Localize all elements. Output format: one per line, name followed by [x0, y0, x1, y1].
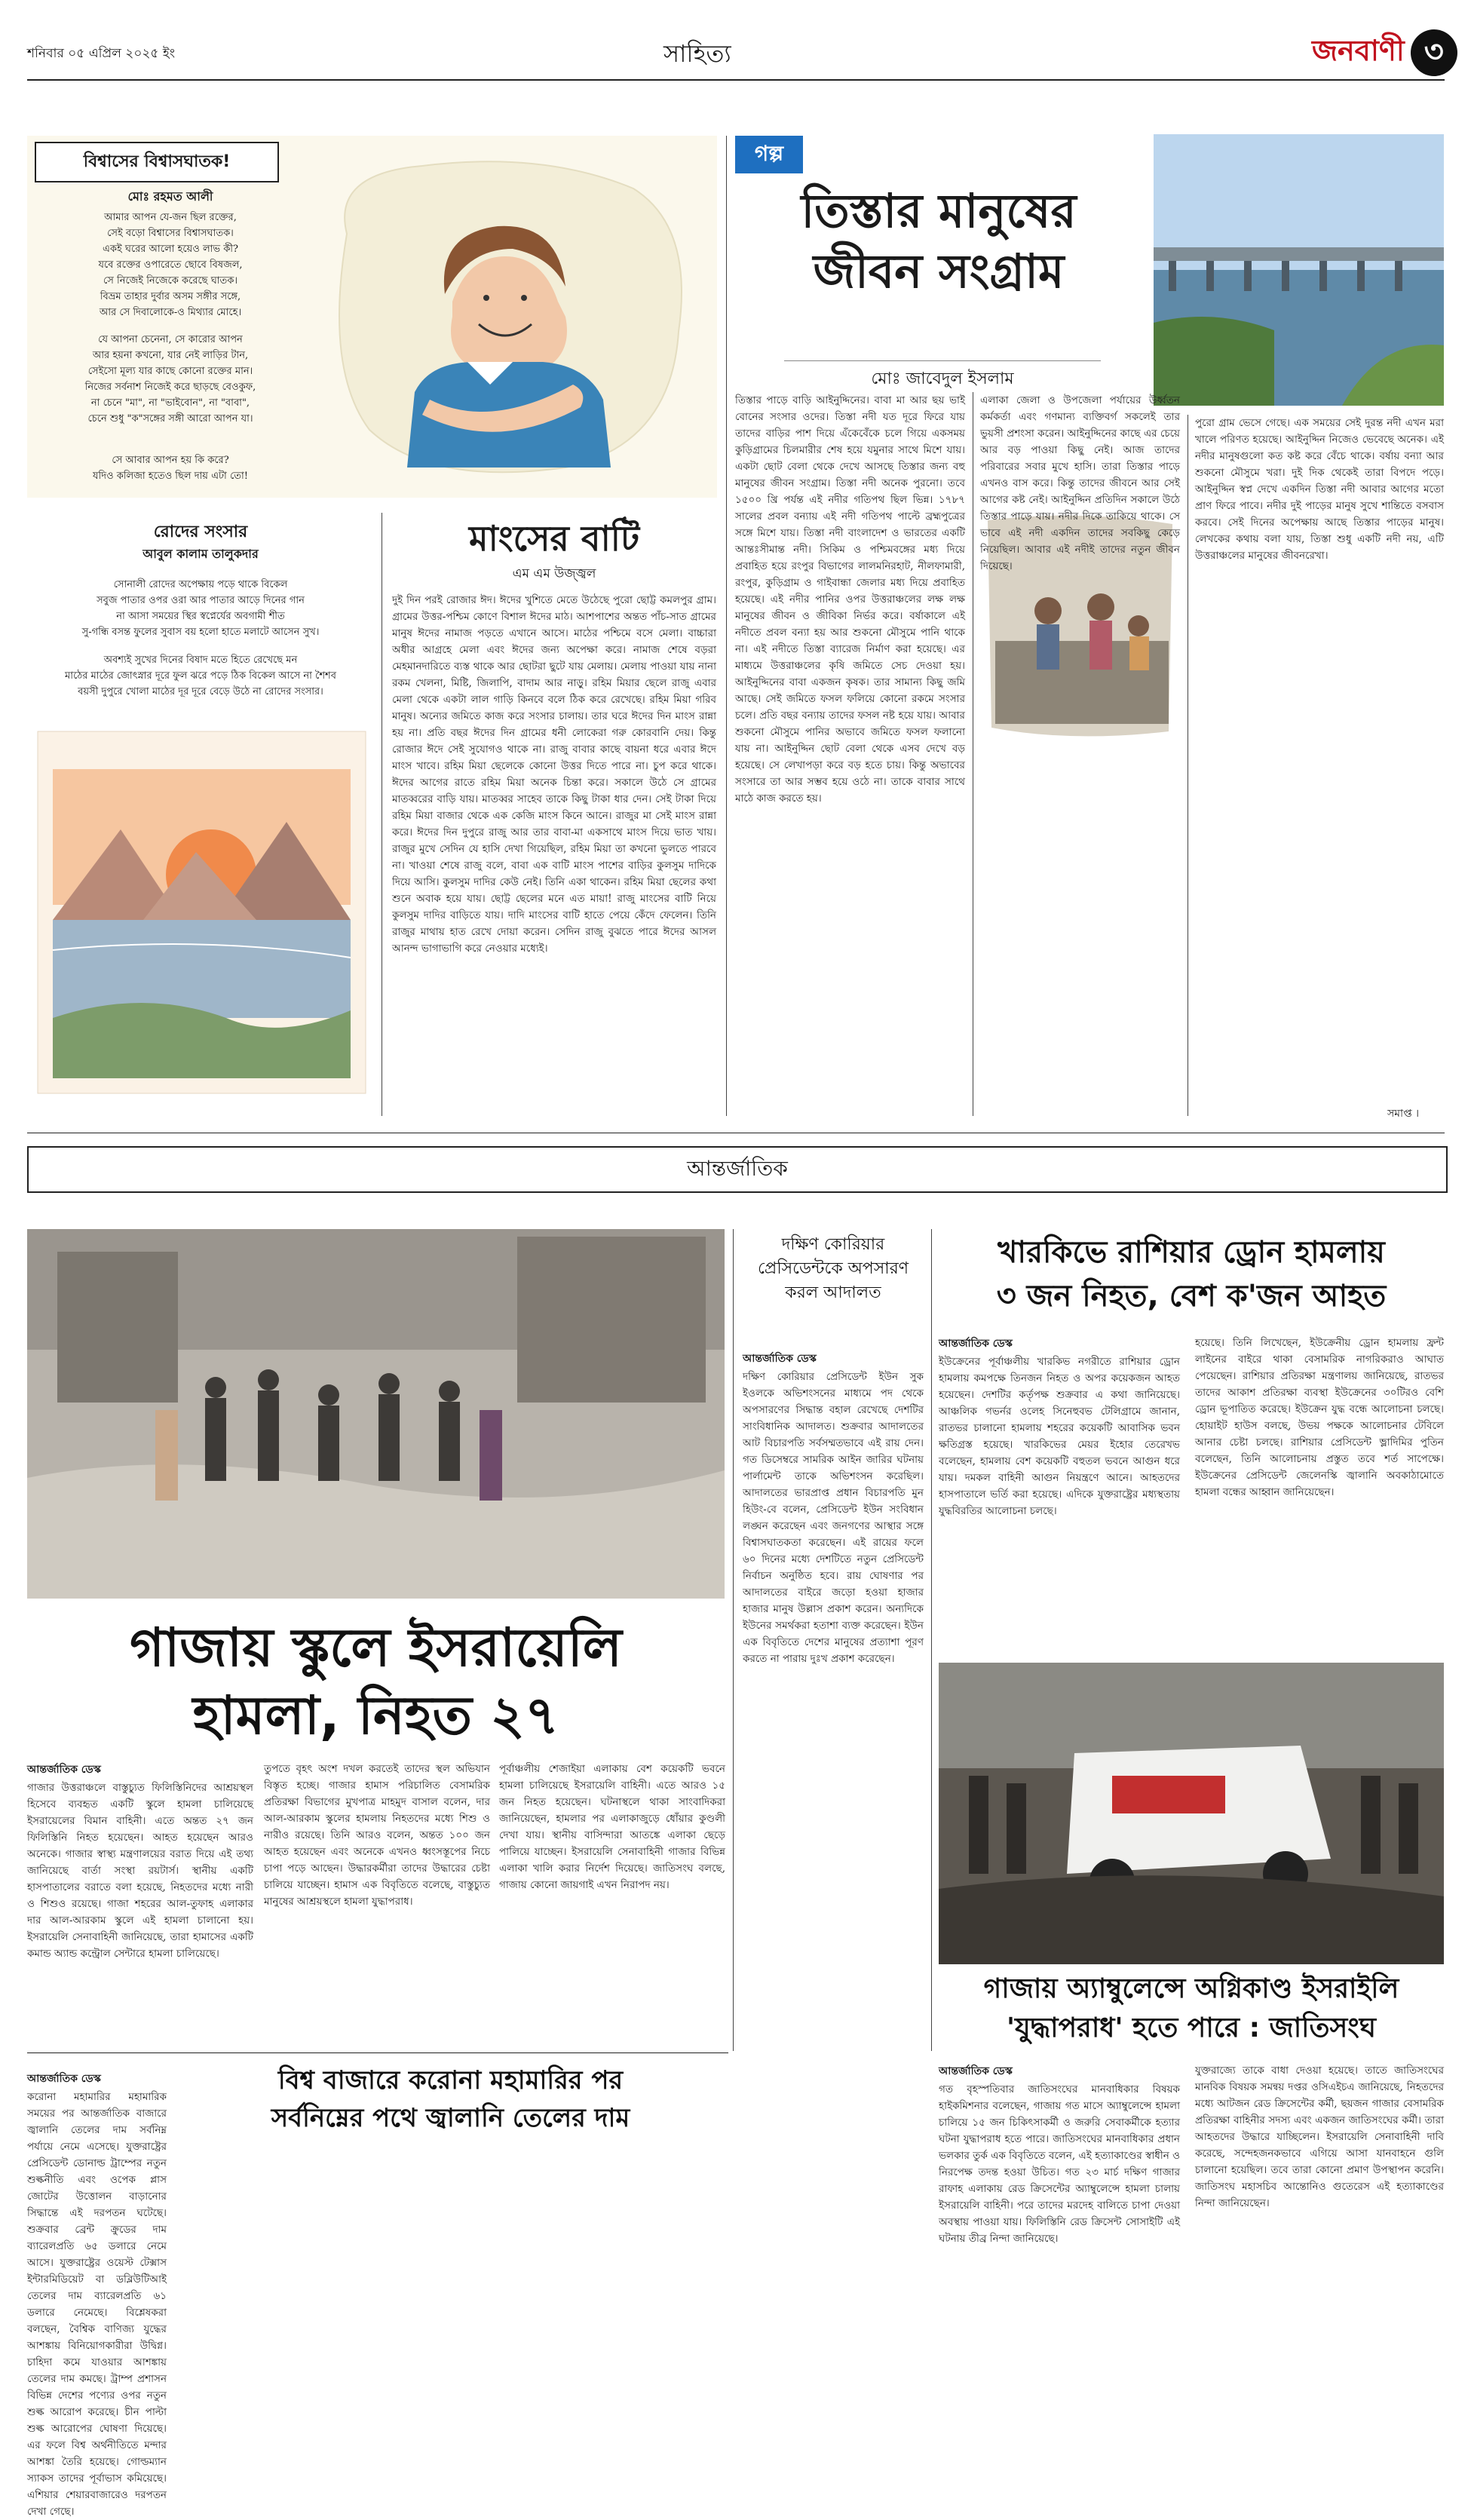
- kharkiv-desk: আন্তর্জাতিক ডেস্ক: [939, 1338, 1013, 1350]
- gaza-text-col1: গাজার উত্তরাঞ্চলে বাস্তুচ্যুত ফিলিস্তিনিদের আশ্রয়স্থল হিসেবে ব্যবহৃত একটি স্কুলে হামলা চালিয়েছে ইসরায়েলের বিমান বাহিনী। এতে অন্তত ২৭ জন ফিলিস্তিনি নিহত হয়েছেন। আহত হয়েছেন আরও অনেকে। গাজার স্বাস্থ্য মন্ত্রণালয়ের বরাত দিয়ে এই তথ্য জানিয়েছে বার্তা সংস্থা রয়টার্স। স্থানীয় একটি হাসপাতালের বরাতে বলা হয়েছে, নিহতদের মধ্যে নারী ও শিশুও রয়েছে। গাজা শহরের আল-তুফাহ এলাকার দার আল-আরকাম স্কুলে এই হামলা চালানো হয়। ইসরায়েলি সেনাবাহিনী জানিয়েছে, তারা হামাসের একটি কমান্ড অ্যান্ড কন্ট্রোল সেন্টারে হামলা চালিয়েছে।: [27, 1782, 253, 1960]
- gaza-desk: আন্তর্জাতিক ডেস্ক: [27, 1764, 101, 1776]
- poem1-illustration: [317, 143, 701, 490]
- page-number-badge: [1411, 29, 1457, 76]
- header-date: শনিবার ০৫ এপ্রিল ২০২৫ ইং: [27, 46, 176, 61]
- divider-kharkiv: [931, 1229, 932, 2051]
- poem1-stanza3: সে আবার আপন হয় কি করে? যদিও কলিজা হতেও ছিল দায় এটা তো!: [93, 455, 248, 482]
- story-main-col3: পুরো গ্রাম ভেসে গেছে। এক সময়ের সেই দুরন্ত নদী এখন মরা খালে পরিণত হয়েছে। আইনুদ্দিন নিজেও ভেবেছে অনেক। এই নদীর মানুষগুলো কত কষ্ট করে বেঁচে থাকে। বর্ষায় বন্যা আর শুকনো মৌসুমে খরা। দুই দিক থেকেই তারা বিপদে পড়ে। আইনুদ্দিন স্বপ্ন দেখে একদিন তিস্তা নদী আবার আগের মতো প্রাণ ফিরে পাবে। নদীর দুই পাড়ের মানুষ সুখে শান্তিতে বসবাস করবে। সেই দিনের অপেক্ষায় আছে তিস্তার পাড়ের মানুষ। লেখকের কথায় বলা যায়, তিস্তা শুধু একটি নদী নয়, এটি উত্তরাঞ্চলের মানুষের জীবনরেখা।: [1195, 417, 1444, 562]
- kharkiv-headline-line2: ৩ জন নিহত, বেশ ক'জন আহত: [996, 1279, 1387, 1314]
- gaza-text-col3: পূর্বাঞ্চলীয় শেজাইয়া এলাকায় বেশ কয়েকটি ভবনে হামলা চালিয়েছে ইসরায়েলি বাহিনী। এতে আরও ১৫ জন নিহত হয়েছেন। ঘটনাস্থলে থাকা সাংবাদিকরা জানিয়েছেন, হামলার পর এলাকাজুড়ে ধোঁয়ার কুণ্ডলী দেখা যায়। স্থানীয় বাসিন্দারা আতঙ্কে এলাকা ছেড়ে পালিয়ে যাচ্ছেন। ইসরায়েলি সেনাবাহিনী গাজার বিভিন্ন এলাকা খালি করার নির্দেশ দিয়েছে। জাতিসংঘ বলছে, গাজায় কোনো জায়গাই এখন নিরাপদ নয়।: [499, 1763, 725, 1891]
- poem2-stanza2: অবশ্যই সুখের দিনের বিষাদ মতে হিতে রেখেছে মন মাঠের মাঠের জোৎস্নার দূরে ফুল ঝরে পড়ে ঠিক বিকেল আসে না শৈশব বয়সী দুপুরে খোলা মাঠের দূর দূরে বেড়ে উঠে না রোদের সংসার।: [65, 655, 336, 697]
- ambulance-desk: আন্তর্জাতিক ডেস্ক: [939, 2065, 1013, 2077]
- kharkiv-headline-line1: খারকিভে রাশিয়ার ড্রোন হামলায়: [998, 1235, 1385, 1270]
- poem1-stanza1: আমার আপন যে-জন ছিল রক্তের, সেই বড়ো বিশ্বাসের বিশ্বাসঘাতক। একই ঘরের আলো হয়েও লাভ কী? যবে রক্তের ওপারেতে ছোবে বিষজল, সে নিজেই নিজেকে করেছে ঘাতক। বিভ্রম তাহার দুর্বার অসম সঙ্গীর সঙ্গে, আর সে দিবালোকে-ও মিথ্যার মোহে।: [98, 212, 243, 318]
- ambulance-headline-line2: 'যুদ্ধাপরাধ' হতে পারে : জাতিসংঘ: [1006, 2013, 1376, 2043]
- gaza-headline-line2: হামলা, নিহত ২৭: [192, 1685, 559, 1746]
- gaza-ambulance-photo: [939, 1663, 1444, 1964]
- story-main-col1: তিস্তার পাড়ে বাড়ি আইনুদ্দিনের। বাবা মা আর ছয় ভাই বোনের সংসার ওদের। তিস্তা নদী যত দূরে ফিরে যায় তাদের বাড়ির পাশ দিয়ে এঁকেবেঁকে চলে গিয়ে একসময় কুড়িগ্রামের চিলমারীর শেষ হয়ে যমুনার সাথে মিশে যায়। একটা ছোট বেলা থেকে দেখে আসছে তিস্তার জন্য বহু মানুষের জীবন সংগ্রাম। তিস্তা নদী অনেক পুরনো। তবে ১৫০০ খ্রি পর্যন্ত এই নদীর গতিপথ ছিল ভিন্ন। ১৭৮৭ সালের প্রবল বন্যায় এই নদী গতিপথ পাল্টে ব্রহ্মপুত্রের সঙ্গে মিশে যায়। তিস্তা নদী বাংলাদেশ ও ভারতের একটি আন্তঃসীমান্ত নদী। সিকিম ও পশ্চিমবঙ্গের মধ্য দিয়ে প্রবাহিত হয়ে রংপুর বিভাগের লালমনিরহাট, নীলফামারী, রংপুর, কুড়িগ্রাম ও গাইবান্ধা জেলার মধ্য দিয়ে প্রবাহিত হয়েছে। এই নদীর পানির ওপর উত্তরাঞ্চলের লক্ষ লক্ষ মানুষের জীবন ও জীবিকা নির্ভর করে। বর্ষাকালে এই নদীতে প্রবল বন্যা হয় আর শুকনো মৌসুমে পানি থাকে না। এই নদীতে তিস্তা ব্যারেজ নির্মাণ করা হয়েছে। এর মাধ্যমে উত্তরাঞ্চলের কৃষি জমিতে সেচ দেওয়া হয়। আইনুদ্দিনের বাবা একজন কৃষক। তার সামান্য কিছু জমি আছে। সেই জমিতে ফসল ফলিয়ে কোনো রকমে সংসার চলে। প্রতি বছর বন্যায় তাদের ফসল নষ্ট হয়ে যায়। আবার শুকনো মৌসুমে পানির অভাবে জমিতে ফসল ফলানো যায় না। আইনুদ্দিন ছোট বেলা থেকে এসব দেখে বড় হয়েছে। সে লেখাপড়া করে বড় হতে চায়। কিন্তু অভাবের সংসারে তা আর সম্ভব হয়ে ওঠে না। তাকে বাবার সাথে মাঠে কাজ করতে হয়।: [735, 394, 965, 805]
- korea-headline: দক্ষিণ কোরিয়ার প্রেসিডেন্টকে অপসারণ করল আদালত: [757, 1235, 909, 1302]
- story-main-ending: সমাপ্ত ।: [1387, 1108, 1420, 1120]
- intl-banner-label: আন্তর্জাতিক: [687, 1155, 788, 1181]
- story-main-title-line2: জীবন সংগ্রাম: [813, 244, 1065, 299]
- brand-name: জনবাণী: [1312, 34, 1405, 67]
- ambulance-text-col2: যুক্তরাজ্যে তাকে বাধা দেওয়া হয়েছে। তাতে জাতিসংঘের মানবিক বিষয়ক সমন্বয় দপ্তর ওসিএইচএ জানিয়েছে, নিহতদের মধ্যে আটজন রেড ক্রিসেন্টের কর্মী, ছয়জন গাজার বেসামরিক প্রতিরক্ষা বাহিনীর সদস্য এবং একজন জাতিসংঘের কর্মী। তারা আহতদের উদ্ধারে যাচ্ছিলেন। ইসরায়েলি সেনাবাহিনী দাবি করেছে, সন্দেহজনকভাবে এগিয়ে আসা যানবাহনে গুলি চালানো হয়েছিল। তবে তারা কোনো প্রমাণ উপস্থাপন করেনি। জাতিসংঘ মহাসচিব আন্তোনিও গুতেরেস এই হত্যাকাণ্ডের নিন্দা জানিয়েছেন।: [1195, 2065, 1444, 2209]
- page-number: ৩: [1423, 34, 1444, 69]
- poem2-title: রোদের সংসার: [153, 523, 248, 541]
- poem1-author: মোঃ রহমত আলী: [127, 189, 213, 204]
- story-main-title-line1: তিস্তার মানুষের: [801, 183, 1077, 238]
- story-tag: [735, 136, 803, 173]
- poem1-title-box: [35, 142, 279, 182]
- oil-desk: আন্তর্জাতিক ডেস্ক: [27, 2073, 101, 2085]
- oil-headline-line2: সর্বনিম্নের পথে জ্বালানি তেলের দাম: [271, 2103, 630, 2133]
- sunset-landscape-illustration: [30, 724, 373, 1101]
- story2-title: মাংসের বাটি: [468, 518, 640, 559]
- story-main-author: মোঃ জাবেদুল ইসলাম: [784, 360, 1101, 394]
- story2-body: দুই দিন পরই রোজার ঈদ। ঈদের খুশিতে মেতে উঠেছে পুরো ছোট্ট কমলপুর গ্রাম। গ্রামের উত্তর-পশ্চিম কোণে বিশাল ঈদের মাঠ। আশপাশের অন্তত পাঁচ-সাত গ্রামের মানুষ ঈদের নামাজ পড়তে এখানে আসে। মাঠের পশ্চিমে বসে মেলা। বাচ্চারা অধীর আগ্রহে মেলা এবং ঈদের জন্য অপেক্ষা করে। নামাজ শেষে বড়রা মেহমানদারিতে ব্যস্ত থাকে আর ছোটরা ছুটে যায় মেলায়। মেলায় পাওয়া যায় নানা রকম খেলনা, মিষ্টি, জিলাপি, বাদাম আর নাড়ু। রহিম মিয়ার ছেলে রাজু এবার মেলা থেকে একটা লাল গাড়ি কিনবে বলে ঠিক করে রেখেছে। রহিম মিয়া গরিব মানুষ। অন্যের জমিতে কাজ করে সংসার চালায়। তার ঘরে ঈদের দিন মাংস রান্না হয় না। প্রতি বছর ঈদের দিন গ্রামের ধনী লোকেরা গরু কোরবানি দেয়। কিন্তু রোজার ঈদে সেই সুযোগও থাকে না। রাজু বাবার কাছে বায়না ধরে এবার ঈদে মাংস খাবে। রহিম মিয়া ছেলেকে কোনো উত্তর দিতে পারে না। চুপ করে থাকে। ঈদের আগের রাতে রহিম মিয়া অনেক চিন্তা করে। সকালে উঠে সে গ্রামের মাতব্বরের বাড়ি যায়। মাতব্বর সাহেব তাকে কিছু টাকা ধার দেন। সেই টাকা দিয়ে রহিম মিয়া বাজার থেকে এক কেজি মাংস কিনে আনে। রাজুর মা সেই মাংস রান্না করে। ঈদের দিন দুপুরে রাজু আর তার বাবা-মা একসাথে মাংস দিয়ে ভাত খায়। রাজুর মুখে সেদিন যে হাসি দেখা গিয়েছিল, রহিম মিয়া তা কখনো ভুলতে পারবে না। খাওয়া শেষে রাজু বলে, বাবা এক বাটি মাংস পাশের বাড়ির কুলসুম দাদিকে দিয়ে আসি। কুলসুম দাদির কেউ নেই। তিনি একা থাকেন। রহিম মিয়া ছেলের কথা শুনে অবাক হয়ে যায়। ছোট্ট ছেলের মনে এত মায়া! রাজু মাংসের বাটি নিয়ে কুলসুম দাদির বাড়িতে যায়। দাদি মাংসের বাটি হাতে পেয়ে কেঁদে ফেলেন। তিনি রাজুর মাথায় হাত রেখে দোয়া করেন। সেদিন রাজু বুঝতে পারে ঈদের আসল আনন্দ ভাগাভাগি করে নেওয়ার মধ্যেই।: [392, 594, 716, 955]
- oil-text-col2: [181, 2145, 724, 2360]
- header-section: সাহিত্য: [663, 39, 731, 68]
- gaza-school-photo: [27, 1229, 725, 1599]
- divider-main-left: [726, 136, 727, 1116]
- gaza-text-col2: তুপতে বৃহৎ অংশ দখল করতেই তাদের স্থল অভিযান বিস্তৃত হচ্ছে। গাজার হামাস পরিচালিত বেসামরিক প্রতিরক্ষা বিভাগের মুখপাত্র মাহমুদ বাসাল বলেন, দার আল-আরকাম স্কুলের হামলায় নিহতদের মধ্যে শিশু ও নারীও রয়েছে। তিনি আরও বলেন, অন্তত ১০০ জন আহত হয়েছেন এবং অনেকে এখনও ধ্বংসস্তূপের নিচে চাপা পড়ে আছেন। উদ্ধারকর্মীরা তাদের উদ্ধারের চেষ্টা চালিয়ে যাচ্ছেন। হামাস এক বিবৃতিতে বলেছে, বাস্তুচ্যুত মানুষের আশ্রয়স্থলে হামলা যুদ্ধাপরাধ।: [264, 1763, 490, 1908]
- poem1-stanza2: যে আপনা চেনেনা, সে কারোর আপন আর হয়না কখনো, যার নেই লাড়ির টান, সেইসো মূল্য যার কাছে কোনো রক্তের মান। নিজের সর্বনাশ নিজেই করে ছাড়ছে বেওকুফ, না চেনে "মা", না "ভাইবোন", না "বাবা", চেনে শুধু "ক"সঙ্গের সঙ্গী আরো আপন যা।: [84, 334, 256, 425]
- tista-river-photo: [1154, 134, 1444, 406]
- oil-headline-line1: বিশ্ব বাজারে করোনা মহামারির পর: [277, 2065, 624, 2095]
- kharkiv-text-col1: ইউক্রেনের পূর্বাঞ্চলীয় খারকিভ নগরীতে রাশিয়ার ড্রোন হামলায় কমপক্ষে তিনজন নিহত ও অপর কয়েকজন আহত হয়েছেন। দেশটির কর্তৃপক্ষ শুক্রবার এ কথা জানিয়েছে। আঞ্চলিক গভর্নর ওলেহ সিনেহুবভ টেলিগ্রামে জানান, রাতভর চালানো হামলায় শহরের কয়েকটি আবাসিক ভবন ক্ষতিগ্রস্ত হয়েছে। খারকিভের মেয়র ইহোর তেরেখভ বলেছেন, হামলায় বেশ কয়েকটি বহুতল ভবনে আগুন ধরে যায়। দমকল বাহিনী আগুন নিয়ন্ত্রণে আনে। আহতদের হাসপাতালে ভর্তি করা হয়েছে। এদিকে যুক্তরাষ্ট্রের মধ্যস্থতায় যুদ্ধবিরতির আলোচনা চলছে।: [939, 1356, 1180, 1517]
- oil-rule-top: [27, 2052, 728, 2053]
- poem2-author: আবুল কালাম তালুকদার: [143, 547, 259, 561]
- story-main-col2b: [980, 746, 1180, 1116]
- divider-korea: [733, 1229, 734, 2051]
- intl-banner-box: [27, 1146, 1448, 1193]
- kharkiv-text-col2: হয়েছে। তিনি লিখেছেন, ইউক্রেনীয় ড্রোন হামলায় ফ্রন্ট লাইনের বাইরে থাকা বেসামরিক নাগরিকরাও আঘাত পেয়েছেন। রাশিয়ার প্রতিরক্ষা মন্ত্রণালয় জানিয়েছে, রাতভর তাদের আকাশ প্রতিরক্ষা ব্যবস্থা ইউক্রেনের ৩০টিরও বেশি ড্রোন ভূপাতিত করেছে। ইউক্রেন যুদ্ধ বন্ধে আলোচনা চলছে। হোয়াইট হাউস বলছে, উভয় পক্ষকে আলোচনার টেবিলে আনার চেষ্টা চলছে। রাশিয়ার প্রেসিডেন্ট ভ্লাদিমির পুতিন বলেছেন, তিনি আলোচনায় প্রস্তুত তবে শর্ত সাপেক্ষে। ইউক্রেনের প্রেসিডেন্ট জেলেনস্কি জ্বালানি অবকাঠামোতে হামলা বন্ধের আহ্বান জানিয়েছেন।: [1195, 1337, 1444, 1498]
- story2-author: এম এম উজ্জ্বল: [512, 566, 596, 581]
- korea-desk: আন্তর্জাতিক ডেস্ক: [743, 1353, 817, 1365]
- poem1-title: বিশ্বাসের বিশ্বাসঘাতক!: [83, 152, 231, 171]
- story-tag-label: গল্প: [754, 140, 784, 166]
- story-main-col2: এলাকা জেলা ও উপজেলা পর্যায়ের উর্ধ্বতন কর্মকর্তা এবং গণমান্য ব্যক্তিবর্গ সকলেই তার ভুয়সী প্রশংসা করেন। আইনুদ্দিনের কাছে এর চেয়ে আর বড় পাওয়া কিছু নেই। আজ তাদের পরিবারের সবার মুখে হাসি। তারা তিস্তার পাড়ে এখনও বাস করে। কিন্তু তাদের জীবনে আর সেই আগের কষ্ট নেই। আইনুদ্দিন প্রতিদিন সকালে উঠে তিস্তার পাড়ে যায়। নদীর দিকে তাকিয়ে থাকে। সে ভাবে এই নদী একদিন তাদের সবকিছু কেড়ে নিয়েছিল। আবার এই নদীই তাদের নতুন জীবন দিয়েছে।: [980, 394, 1180, 572]
- ambulance-headline-line1: গাজায় অ্যাম্বুলেন্সে অগ্নিকাণ্ড ইসরাইলি: [983, 1973, 1399, 2004]
- oil-text-col1: করোনা মহামারির মহামারিক সময়ের পর আন্তর্জাতিক বাজারে জ্বালানি তেলের দাম সর্বনিম্ন পর্যায়ে নেমে এসেছে। যুক্তরাষ্ট্রের প্রেসিডেন্ট ডোনাল্ড ট্রাম্পের নতুন শুল্কনীতি এবং ওপেক প্লাস জোটের উত্তোলন বাড়ানোর সিদ্ধান্তে এই দরপতন ঘটেছে। শুক্রবার ব্রেন্ট ক্রুডের দাম ব্যারেলপ্রতি ৬৫ ডলারে নেমে আসে। যুক্তরাষ্ট্রের ওয়েস্ট টেক্সাস ইন্টারমিডিয়েট বা ডব্লিউটিআই তেলের দাম ব্যারেলপ্রতি ৬১ ডলারে নেমেছে। বিশ্লেষকরা বলছেন, বৈশ্বিক বাণিজ্য যুদ্ধের আশঙ্কায় বিনিয়োগকারীরা উদ্বিগ্ন। চাহিদা কমে যাওয়ার আশঙ্কায় তেলের দাম কমছে। ট্রাম্প প্রশাসন বিভিন্ন দেশের পণ্যের ওপর নতুন শুল্ক আরোপ করেছে। চীন পাল্টা শুল্ক আরোপের ঘোষণা দিয়েছে। এর ফলে বিশ্ব অর্থনীতিতে মন্দার আশঙ্কা তৈরি হয়েছে। গোল্ডম্যান স্যাকস তাদের পূর্বাভাস কমিয়েছে। এশিয়ার শেয়ারবাজারেও দরপতন দেখা গেছে।: [27, 2091, 167, 2518]
- brand-logo: [1312, 30, 1457, 75]
- ambulance-text-col1: গত বৃহস্পতিবার জাতিসংঘের মানবাধিকার বিষয়ক হাইকমিশনার বলেছেন, গাজায় গত মাসে অ্যাম্বুলেন্সে হামলা চালিয়ে ১৫ জন চিকিৎসাকর্মী ও জরুরি সেবাকর্মীকে হত্যার ঘটনা যুদ্ধাপরাধ হতে পারে। জাতিসংঘের মানবাধিকার প্রধান ভলকার তুর্ক এক বিবৃতিতে বলেন, এই হত্যাকাণ্ডের স্বাধীন ও নিরপেক্ষ তদন্ত হওয়া উচিত। গত ২৩ মার্চ দক্ষিণ গাজার রাফাহ এলাকায় রেড ক্রিসেন্টের অ্যাম্বুলেন্সে হামলা চালায় ইসরায়েলি বাহিনী। পরে তাদের মরদেহ বালিতে চাপা দেওয়া অবস্থায় পাওয়া যায়। ফিলিস্তিনি রেড ক্রিসেন্ট সোসাইটি এই ঘটনায় তীব্র নিন্দা জানিয়েছে।: [939, 2083, 1180, 2245]
- korea-text: দক্ষিণ কোরিয়ার প্রেসিডেন্ট ইউন সুক ইওলকে অভিশংসনের মাধ্যমে পদ থেকে অপসারণের সিদ্ধান্ত বহাল রেখেছে দেশটির সাংবিধানিক আদালত। শুক্রবার আদালতের আট বিচারপতি সর্বসম্মতভাবে এই রায় দেন। গত ডিসেম্বরে সামরিক আইন জারির ঘটনায় পার্লামেন্ট তাকে অভিশংসন করেছিল। আদালতের ভারপ্রাপ্ত প্রধান বিচারপতি মুন হিউং-বে বলেন, প্রেসিডেন্ট ইউন সংবিধান লঙ্ঘন করেছেন এবং জনগণের আস্থার সঙ্গে বিশ্বাসঘাতকতা করেছেন। এই রায়ের ফলে ৬০ দিনের মধ্যে দেশটিতে নতুন প্রেসিডেন্ট নির্বাচন অনুষ্ঠিত হবে। রায় ঘোষণার পর আদালতের বাইরে জড়ো হওয়া হাজার হাজার মানুষ উল্লাস প্রকাশ করেন। অন্যদিকে ইউনের সমর্থকরা হতাশা ব্যক্ত করেছেন। ইউন এক বিবৃতিতে দেশের মানুষের প্রত্যাশা পূরণ করতে না পারায় দুঃখ প্রকাশ করেছেন।: [743, 1371, 924, 1665]
- gaza-headline-line1: গাজায় স্কুলে ইসরায়েলি: [130, 1617, 622, 1678]
- header-rule: [27, 79, 1445, 81]
- poem2-stanza1: সোনালী রোদের অপেক্ষায় পড়ে থাকে বিকেল সবুজ পাতার ওপর ওরা আর পাতার আড়ে দিনের গান না আসা সময়ের স্থির স্বপ্নের্যের অবগামী শীত সু-গন্ধি বসন্ত ফুলের সুবাস বয় হলো হাতে মলাটে আসেন সুখ।: [81, 579, 320, 638]
